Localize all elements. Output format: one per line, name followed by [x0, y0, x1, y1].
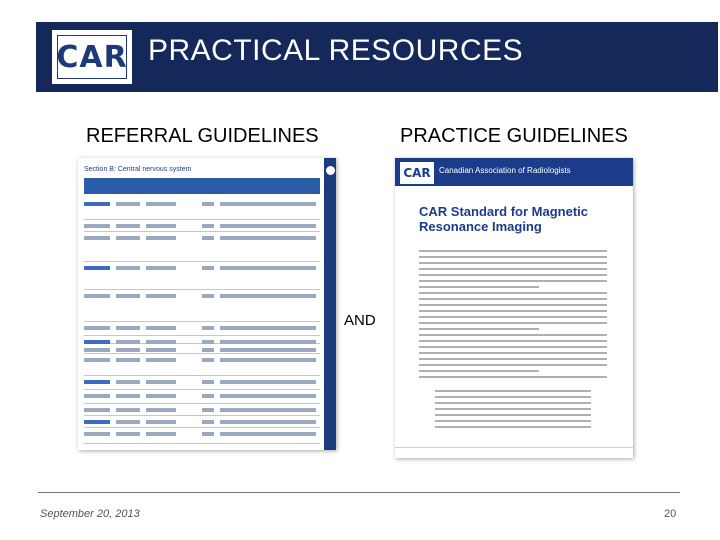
text-line [419, 376, 607, 378]
text-line [419, 280, 607, 282]
table-cell [202, 348, 214, 352]
table-cell [116, 236, 140, 240]
text-line [419, 268, 607, 270]
text-line [419, 322, 607, 324]
table-cell [220, 224, 316, 228]
doc-footer [395, 447, 633, 458]
table-cell [84, 294, 110, 298]
table-cell [116, 358, 140, 362]
text-line [419, 310, 607, 312]
table-cell [202, 294, 214, 298]
text-line [419, 358, 607, 360]
table-cell [220, 358, 316, 362]
author-line [435, 426, 591, 428]
table-cell [116, 294, 140, 298]
text-line [419, 304, 607, 306]
text-line [419, 352, 607, 354]
table-row [84, 390, 320, 404]
footer-divider [38, 492, 680, 493]
table-cell [220, 380, 316, 384]
table-cell [84, 266, 110, 270]
doc-logo: CAR [399, 161, 435, 185]
logo-frame [57, 35, 127, 79]
table-cell [202, 266, 214, 270]
table-header [84, 178, 320, 194]
author-line [435, 402, 591, 404]
table-row [84, 376, 320, 390]
table-row [84, 344, 320, 354]
table-cell [116, 420, 140, 424]
table-cell [146, 326, 176, 330]
table-cell [146, 224, 176, 228]
table-cell [116, 326, 140, 330]
table-cell [220, 294, 316, 298]
table-cell [116, 348, 140, 352]
table-row [84, 416, 320, 428]
table-cell [116, 224, 140, 228]
table-cell [202, 420, 214, 424]
table-cell [220, 202, 316, 206]
text-line [419, 292, 607, 294]
referral-guidelines-heading: REFERRAL GUIDELINES [86, 125, 319, 147]
table-cell [220, 266, 316, 270]
table-cell [84, 348, 110, 352]
side-tab [324, 158, 336, 450]
table-cell [116, 266, 140, 270]
slide-title: PRACTICAL RESOURCES [148, 34, 524, 67]
table-cell [220, 408, 316, 412]
table-row [84, 232, 320, 262]
text-line [419, 316, 607, 318]
table-cell [84, 432, 110, 436]
table-cell [116, 394, 140, 398]
table-cell [146, 420, 176, 424]
table-cell [146, 202, 176, 206]
table-cell [202, 432, 214, 436]
referral-guidelines-thumbnail [78, 158, 336, 450]
table-cell [116, 408, 140, 412]
table-cell [84, 394, 110, 398]
table-row [84, 290, 320, 322]
text-line [419, 262, 607, 264]
table-row [84, 220, 320, 232]
table-cell [84, 202, 110, 206]
page-number: 20 [664, 508, 677, 520]
table-cell [220, 326, 316, 330]
table-cell [84, 420, 110, 424]
table-cell [146, 236, 176, 240]
text-line [419, 274, 607, 276]
table-cell [146, 358, 176, 362]
car-logo [52, 30, 132, 84]
table-cell [116, 380, 140, 384]
table-cell [146, 348, 176, 352]
table-cell [202, 202, 214, 206]
table-row [84, 322, 320, 336]
table-row [84, 354, 320, 376]
table-row [84, 404, 320, 416]
table-cell [202, 236, 214, 240]
table-cell [220, 236, 316, 240]
text-line [419, 256, 607, 258]
text-line [419, 346, 607, 348]
author-line [435, 414, 591, 416]
table-cell [146, 380, 176, 384]
table-cell [220, 432, 316, 436]
table-cell [202, 326, 214, 330]
author-line [435, 396, 591, 398]
standard-title: CAR Standard for Magnetic Resonance Imaging [419, 204, 589, 234]
section-label: Section B: Central nervous system [84, 166, 192, 173]
table-cell [202, 224, 214, 228]
footer-date: September 20, 2013 [40, 508, 140, 520]
table-cell [116, 432, 140, 436]
table-cell [146, 394, 176, 398]
org-name: Canadian Association of Radiologists [439, 166, 571, 175]
table-cell [84, 224, 110, 228]
practice-guidelines-thumbnail [395, 158, 633, 458]
text-line [419, 298, 607, 300]
text-line [419, 250, 607, 252]
tab-marker [326, 166, 335, 175]
table-cell [116, 202, 140, 206]
table-cell [84, 358, 110, 362]
table-row [84, 198, 320, 220]
logo-text: CAR [56, 39, 128, 75]
author-line [435, 390, 591, 392]
text-line [419, 328, 539, 330]
table-cell [84, 408, 110, 412]
text-line [419, 334, 607, 336]
table-row [84, 262, 320, 290]
practice-guidelines-heading: PRACTICE GUIDELINES [400, 125, 628, 147]
text-line [419, 370, 539, 372]
author-line [435, 408, 591, 410]
author-line [435, 420, 591, 422]
and-label: AND [344, 312, 376, 329]
table-cell [146, 432, 176, 436]
table-row [84, 428, 320, 444]
table-cell [202, 380, 214, 384]
table-cell [84, 326, 110, 330]
table-cell [202, 408, 214, 412]
text-line [419, 364, 607, 366]
table-cell [202, 394, 214, 398]
table-cell [202, 358, 214, 362]
text-line [419, 340, 607, 342]
table-cell [146, 294, 176, 298]
table-cell [220, 348, 316, 352]
table-cell [146, 266, 176, 270]
table-cell [146, 408, 176, 412]
table-cell [84, 380, 110, 384]
table-cell [84, 236, 110, 240]
text-line [419, 286, 539, 288]
table-cell [220, 394, 316, 398]
table-cell [220, 420, 316, 424]
table-row [84, 336, 320, 344]
